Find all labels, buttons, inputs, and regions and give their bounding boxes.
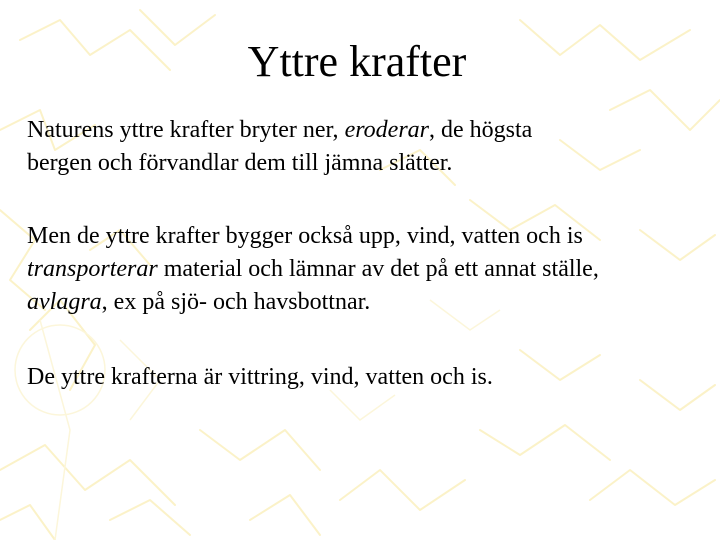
emphasis-transporterar: transporterar — [27, 256, 158, 282]
slide-title: Yttre krafter — [247, 37, 467, 86]
paragraph-erosion — [27, 114, 707, 180]
paragraph-text: Naturens yttre krafter bryter ner, — [27, 117, 345, 143]
paragraph-text: , ex på sjö- och havsbottnar. — [101, 289, 371, 315]
paragraph-text: material och lämnar av det på ett annat ställe, — [157, 256, 599, 282]
paragraph-transport — [27, 220, 707, 319]
paragraph-forces — [27, 361, 707, 394]
slide-body — [27, 114, 707, 394]
paragraph-text: , de högsta — [429, 117, 533, 143]
paragraph-text: bergen och förvandlar dem till jämna slätter. — [27, 150, 453, 176]
emphasis-eroderar: eroderar — [344, 117, 429, 143]
paragraph-text: Men de yttre krafter bygger också upp, vind, vatten och is — [27, 223, 583, 249]
paragraph-text: De yttre krafterna är vittring, vind, vatten och is. — [27, 364, 493, 390]
emphasis-avlagra: avlagra — [27, 289, 102, 315]
